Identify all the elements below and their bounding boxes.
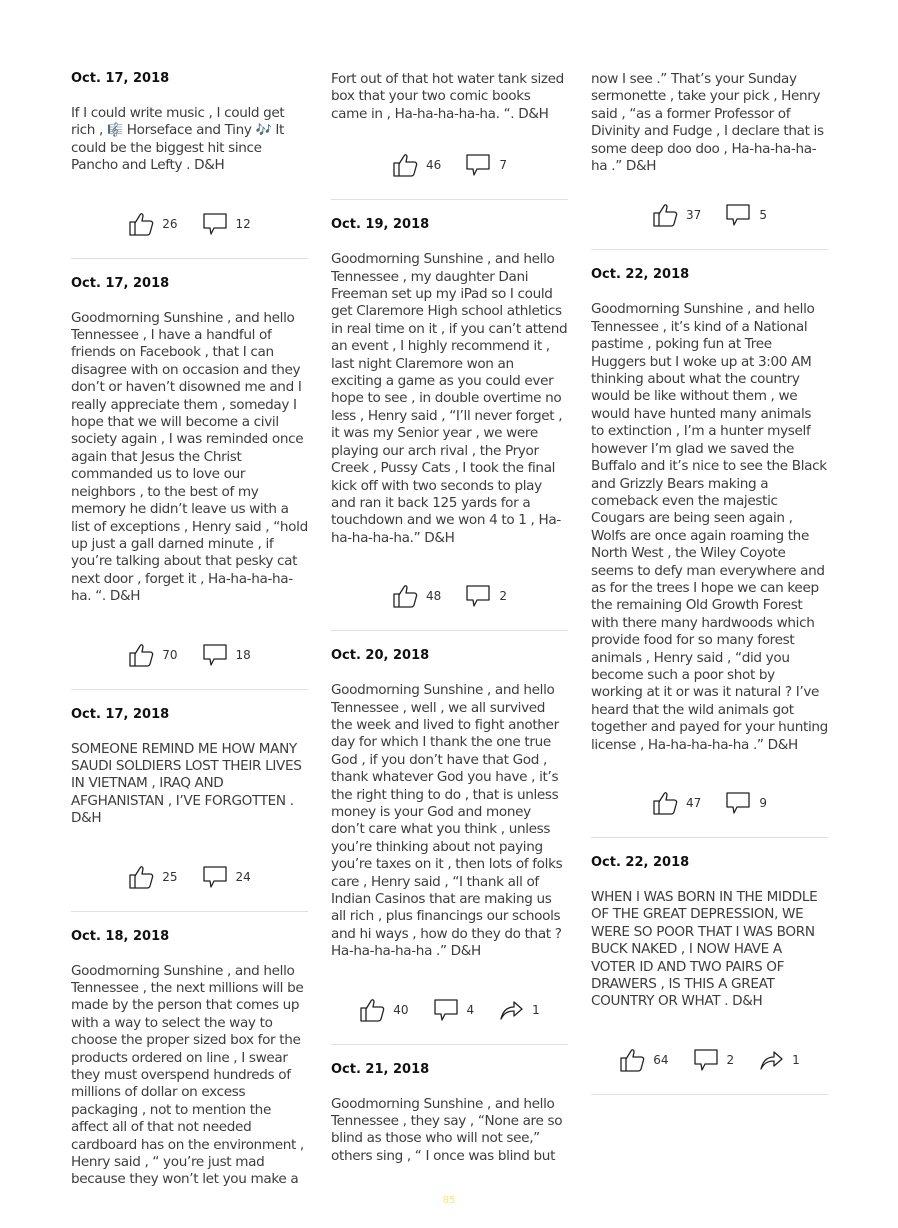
comment-icon — [693, 1047, 719, 1073]
comment-count: 2 — [726, 1052, 735, 1067]
column-3 — [591, 71, 828, 1112]
post — [331, 1062, 568, 1184]
share-icon — [758, 1047, 784, 1073]
like-count: 70 — [162, 647, 178, 662]
thumbs-up-icon — [392, 152, 418, 178]
post-date: Oct. 17, 2018 — [71, 275, 170, 291]
like-button[interactable] — [652, 202, 701, 228]
like-button[interactable] — [128, 642, 177, 668]
share-icon — [498, 997, 524, 1023]
comment-button[interactable] — [725, 202, 767, 228]
post-stats — [331, 994, 568, 1026]
post-date: Oct. 21, 2018 — [331, 1061, 430, 1077]
post-text: SOMEONE REMIND ME HOW MANY SAUDI SOLDIERS LOST THEIR LIVES IN VIETNAM , IRAQ AND AFGHANISTAN , I’VE FORGOTTEN . D&H — [71, 740, 302, 827]
post-text: Goodmorning Sunshine , and hello Tennessee , they say , “None are so blind as those who will not see,” others sing , “ I once was blind but — [331, 1095, 563, 1164]
post — [71, 929, 308, 1207]
post — [591, 855, 828, 1095]
comment-icon — [465, 152, 491, 178]
thumbs-up-icon — [128, 642, 154, 668]
comment-button[interactable] — [202, 642, 251, 668]
comment-button[interactable] — [465, 583, 507, 609]
comment-button[interactable] — [433, 997, 475, 1023]
like-count: 26 — [162, 216, 178, 231]
music-notes-icon: 🎶 — [255, 123, 272, 139]
comment-count: 12 — [235, 216, 251, 231]
post-date: Oct. 20, 2018 — [331, 648, 430, 664]
post-date: Oct. 17, 2018 — [71, 706, 170, 722]
post-date: Oct. 19, 2018 — [331, 217, 430, 233]
like-count: 25 — [162, 869, 178, 884]
post-text: Goodmorning Sunshine , and hello Tennessee , it’s kind of a National pastime , poking fun at Tree Huggers but I woke up at 3:00 AM thinking about what the country would be like without them , we would have hunted many animals to extinction , I’m a hunter myself however I’m glad we saved the Buffalo and it’s nice to see the Black and Grizzly Bears making a comeback even the majestic Cougars are being seen again , Wolfs are once again roaming the North West , the Wiley Coyote seems to defy man everywhere and as for the trees I hope we can keep the remaining Old Growth Forest with there many hardwoods which provide food for so many forest animals , Henry said , “did you become such a poor shot by working at it or was it natural ? I’ve heard that the wild animals got together and payed for your hunting license , Ha-ha-ha-ha-ha .” D&H — [591, 301, 828, 753]
post-stats — [591, 787, 828, 819]
post-text: Goodmorning Sunshine , and hello Tennessee , well , we all survived the week and lived to fight another day for which I thank the one true God , if you don’t have that God , thank whatever God you have , it’s the right thing to do , that is unless money is your God and money don’t care what you think , unless you’re thinking about not paying you’re taxes on it , then lots of folks care , Henry said , “I thank all of Indian Casinos that are making us all rich , plus financings our schools and hi ways , how do they do that ? Ha-ha-ha-ha-ha .” D&H — [331, 682, 563, 960]
comment-button[interactable] — [693, 1047, 735, 1073]
post-text: If I could write music , I could get rich , 🎼 Horseface and Tiny 🎶 It could be the biggest hit since Pancho and Lefty . D&H — [71, 105, 285, 174]
post-date: Oct. 22, 2018 — [591, 855, 690, 870]
music-score-icon: 🎼 — [106, 123, 123, 139]
comment-icon — [433, 997, 459, 1023]
comment-count: 9 — [759, 796, 767, 810]
post-stats — [71, 861, 308, 893]
like-count: 37 — [686, 208, 702, 223]
comment-icon — [202, 211, 228, 237]
post-stats — [591, 199, 828, 231]
comment-count: 24 — [235, 869, 251, 884]
comment-count: 7 — [499, 158, 507, 173]
post-date: Oct. 17, 2018 — [71, 71, 170, 86]
post — [591, 267, 828, 838]
post-stats — [591, 1044, 828, 1076]
comment-count: 4 — [466, 1002, 475, 1017]
thumbs-up-icon — [619, 1047, 645, 1073]
post-stats — [71, 208, 308, 240]
like-button[interactable] — [392, 152, 441, 178]
like-button[interactable] — [128, 864, 177, 890]
comment-count: 18 — [235, 647, 251, 662]
like-button[interactable] — [128, 211, 177, 237]
like-count: 64 — [653, 1052, 669, 1067]
share-count: 1 — [792, 1052, 800, 1067]
column-2 — [331, 71, 568, 1200]
like-button[interactable] — [359, 997, 408, 1023]
post-text: now I see .” That’s your Sunday sermonette , take your pick , Henry said , “as a former Professor of Divinity and Fudge , I declare that is some deep doo doo , Ha-ha-ha-ha-ha .” D&H — [591, 71, 824, 175]
like-count: 48 — [426, 589, 442, 604]
like-button[interactable] — [392, 583, 441, 609]
like-button[interactable] — [619, 1047, 668, 1073]
post-continued — [331, 71, 568, 200]
comment-icon — [465, 583, 491, 609]
thumbs-up-icon — [359, 997, 385, 1023]
post-text: Goodmorning Sunshine , and hello Tennessee , my daughter Dani Freeman set up my iPad so I could get Claremore High school athletics in real time on it , if you can’t attend an event , I highly recommend it , last night Claremore won an exciting a game as you could ever hope to see , in double overtime no less , Henry said , “I’ll never forget , it was my Senior year , we were playing our arch rival , the Pryor Creek , Pussy Cats , I took the final kick off with two seconds to play and ran it back 125 yards for a touchdown and we won 4 to 1 , Ha-ha-ha-ha-ha.” D&H — [331, 251, 568, 546]
post-date: Oct. 18, 2018 — [71, 928, 170, 944]
like-count: 46 — [426, 158, 442, 173]
post-continued — [591, 71, 828, 250]
post — [71, 71, 308, 259]
like-count: 40 — [393, 1002, 409, 1017]
post-stats — [71, 639, 308, 671]
post-stats — [331, 580, 568, 612]
share-button[interactable] — [758, 1047, 800, 1073]
post — [71, 707, 308, 912]
post-text: Goodmorning Sunshine , and hello Tennessee , the next millions will be made by the person that comes up with a way to select the way to choose the proper sized box for the products ordered on line , I swear they must overspend hundreds of millions of dollar on excess packaging , not to mention the affect all of that not needed cardboard has on the environment , Henry said , “ you’re just mad because they won’t let you make a — [71, 962, 304, 1188]
comment-icon — [202, 642, 228, 668]
post-text: Goodmorning Sunshine , and hello Tennessee , I have a handful of friends on Facebook , that I can disagree with on occasion and they don’t or haven’t disowned me and I really appreciate them , someday I hope that we will become a civil society again , I was reminded once again that Jesus the Christ commanded us to love our neighbors , to the best of my memory he didn’t leave us with a list of exceptions , Henry said , “hold up just a gall darned minute , if you’re talking about that pesky cat next door , forget it , Ha-ha-ha-ha-ha. “. D&H — [71, 309, 308, 605]
thumbs-up-icon — [652, 202, 678, 228]
page-number: 85 — [442, 1195, 456, 1206]
thumbs-up-icon — [652, 790, 678, 816]
comment-count: 2 — [499, 589, 507, 604]
comment-button[interactable] — [465, 152, 507, 178]
comment-button[interactable] — [202, 864, 251, 890]
like-button[interactable] — [652, 790, 701, 816]
post-text: Fort out of that hot water tank sized box that your two comic books came in , Ha-ha-ha-ha-ha. “. D&H — [331, 71, 564, 122]
post — [331, 217, 568, 631]
thumbs-up-icon — [392, 583, 418, 609]
thumbs-up-icon — [128, 864, 154, 890]
thumbs-up-icon — [128, 211, 154, 237]
share-button[interactable] — [498, 997, 540, 1023]
like-count: 47 — [686, 796, 702, 810]
share-count: 1 — [532, 1002, 540, 1017]
comment-button[interactable] — [202, 211, 251, 237]
post-text: WHEN I WAS BORN IN THE MIDDLE OF THE GREAT DEPRESSION, WE WERE SO POOR THAT I WAS BORN BUCK NAKED , I NOW HAVE A VOTER ID AND TWO PAIRS OF DRAWERS , IS THIS A GREAT COUNTRY OR WHAT . D&H — [591, 889, 818, 1010]
comment-count: 5 — [759, 208, 767, 223]
comment-icon — [725, 202, 751, 228]
comment-icon — [725, 790, 751, 816]
column-1 — [71, 71, 308, 1224]
post — [331, 648, 568, 1045]
comment-icon — [202, 864, 228, 890]
post-stats — [331, 149, 568, 181]
comment-button[interactable] — [725, 790, 767, 816]
post-date: Oct. 22, 2018 — [591, 267, 690, 283]
post — [71, 276, 308, 690]
